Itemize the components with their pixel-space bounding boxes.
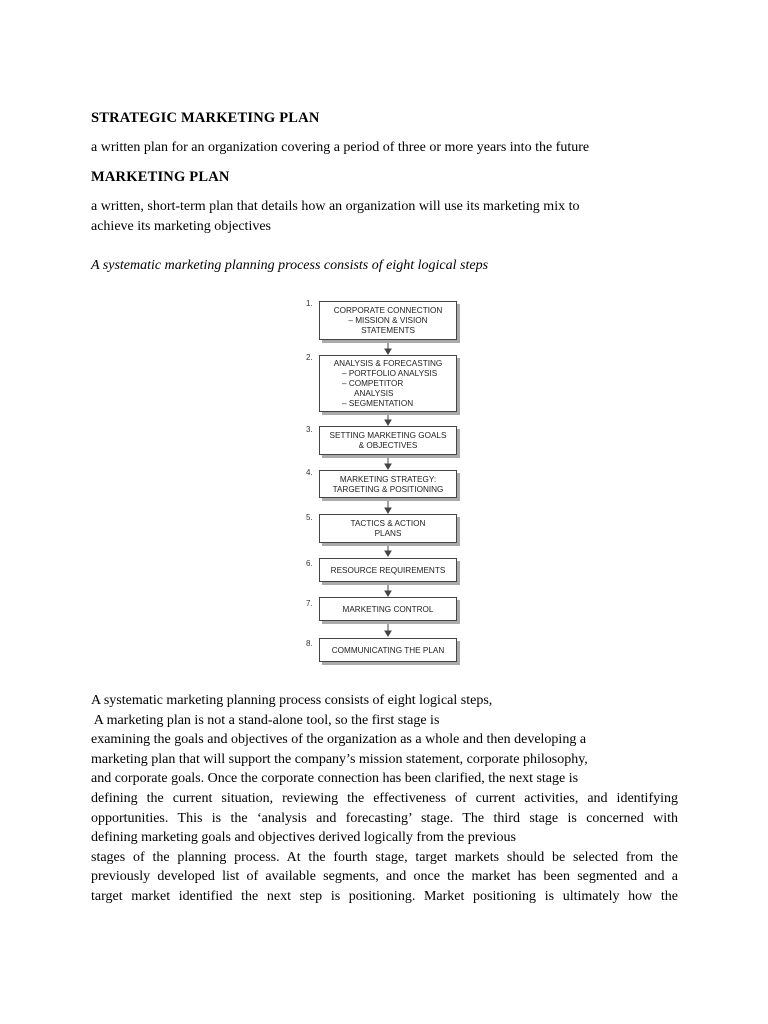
step-subitem: STATEMENTS xyxy=(361,326,415,335)
step-number: 4. xyxy=(306,468,313,477)
body-line: marketing plan that will support the company’s mission statement, corporate philosophy, xyxy=(91,751,588,767)
body-line: defining marketing goals and objectives derived logically from the previous xyxy=(91,830,516,846)
step-box-communicating-plan xyxy=(319,638,457,662)
step-number: 3. xyxy=(306,425,313,434)
step-box-marketing-strategy xyxy=(319,470,457,498)
step-subitem: TARGETING & POSITIONING xyxy=(332,485,444,494)
body-line: A marketing plan is not a stand-alone tool, so the first stage is xyxy=(91,712,440,728)
definition-marketing-plan xyxy=(91,197,579,237)
body-paragraph xyxy=(91,691,678,907)
step-number: 5. xyxy=(306,513,313,522)
step-title: CORPORATE CONNECTION xyxy=(333,306,443,315)
body-line: and corporate goals. Once the corporate connection has been clarified, the next stage is xyxy=(91,771,579,787)
heading-strategic-marketing-plan: STRATEGIC MARKETING PLAN xyxy=(91,110,320,126)
step-subitem: & OBJECTIVES xyxy=(358,441,418,450)
step-box-marketing-control xyxy=(319,597,457,621)
step-subitem: – PORTFOLIO ANALYSIS xyxy=(342,369,438,378)
body-line: defining the current situation, reviewing the effectiveness of current activities, and identifying xyxy=(91,790,678,806)
body-line: A systematic marketing planning process consists of eight logical steps, xyxy=(91,693,493,708)
step-subitem: ANALYSIS xyxy=(354,389,394,398)
body-line: stages of the planning process. At the fourth stage, target markets should be selected from the xyxy=(91,849,678,865)
step-subitem: – SEGMENTATION xyxy=(342,399,414,408)
definition-strategic-marketing-plan: a written plan for an organization covering a period of three or more years into the future xyxy=(91,140,590,155)
step-subitem: – COMPETITOR xyxy=(342,379,404,388)
step-number: 8. xyxy=(306,639,313,648)
step-title: SETTING MARKETING GOALS xyxy=(329,431,447,440)
step-box-analysis-forecasting xyxy=(319,355,457,412)
step-title: COMMUNICATING THE PLAN xyxy=(331,646,445,655)
intro-italic-text: A systematic marketing planning process consists of eight logical steps xyxy=(91,258,489,273)
heading-marketing-plan: MARKETING PLAN xyxy=(91,169,230,185)
step-box-resource-requirements xyxy=(319,558,457,582)
body-line: opportunities. This is the ‘analysis and forecasting’ stage. The third stage is concerned with xyxy=(91,810,678,826)
step-title: RESOURCE REQUIREMENTS xyxy=(330,566,446,575)
body-line: target market identified the next step is positioning. Market positioning is ultimately how the xyxy=(91,888,678,904)
body-line: previously developed list of available segments, and once the market has been segmented and a xyxy=(91,869,678,885)
step-number: 6. xyxy=(306,559,313,568)
definition-line: achieve its marketing objectives xyxy=(91,219,271,234)
step-subitem: – MISSION & VISION xyxy=(348,316,428,325)
step-number: 1. xyxy=(306,299,313,308)
step-title: ANALYSIS & FORECASTING xyxy=(333,359,443,368)
step-subitem: PLANS xyxy=(374,529,402,538)
step-box-corporate-connection xyxy=(319,301,457,340)
planning-process-flowchart xyxy=(300,295,470,670)
step-title: MARKETING STRATEGY: xyxy=(339,475,437,484)
step-title: TACTICS & ACTION xyxy=(350,519,426,528)
step-number: 2. xyxy=(306,353,313,362)
step-box-tactics xyxy=(319,514,457,543)
definition-line: a written, short-term plan that details how an organization will use its marketing mix to xyxy=(91,199,580,214)
step-box-setting-goals xyxy=(319,426,457,455)
step-number: 7. xyxy=(306,599,313,608)
body-line: examining the goals and objectives of the organization as a whole and then developing a xyxy=(91,732,587,748)
step-title: MARKETING CONTROL xyxy=(342,605,434,614)
